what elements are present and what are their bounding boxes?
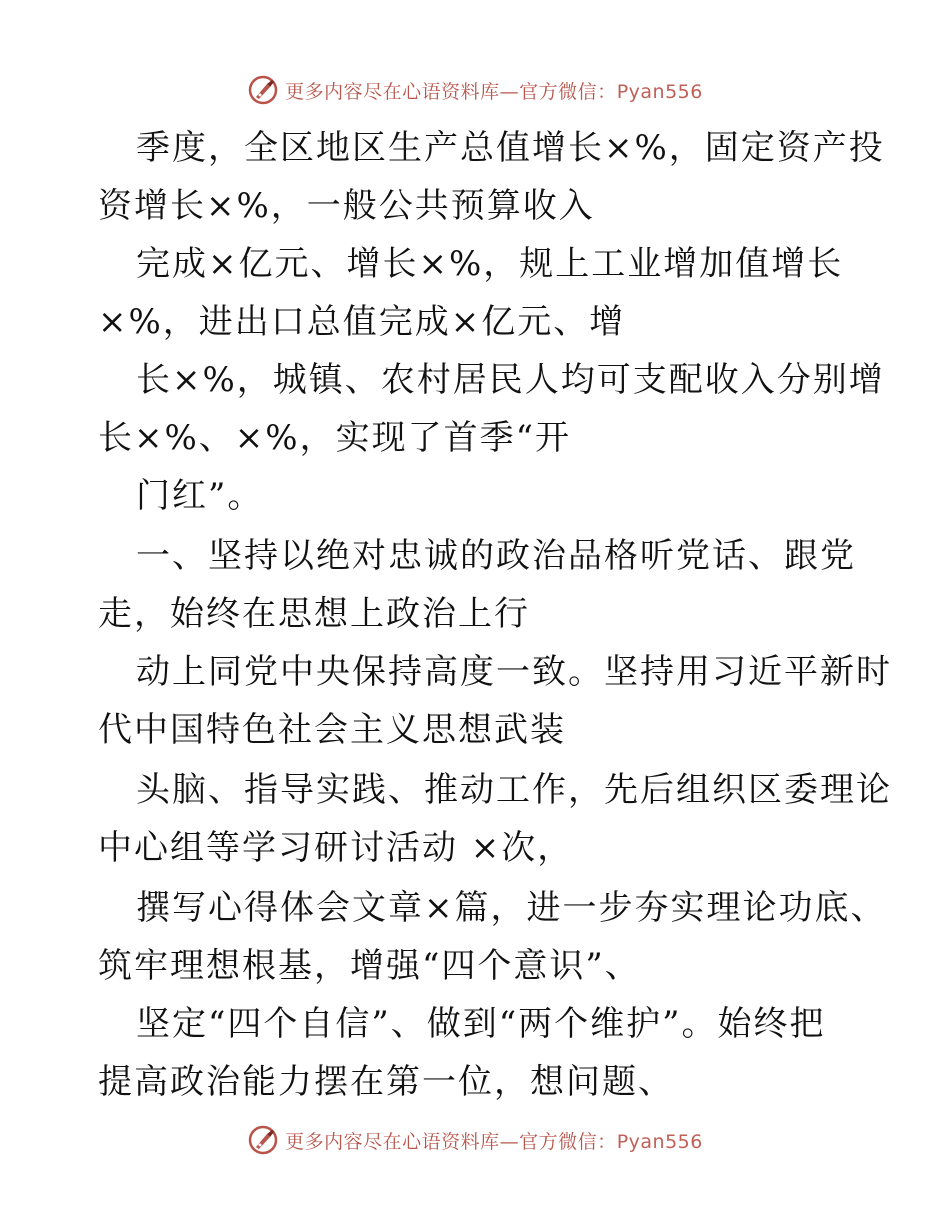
text-line: 长×%，城镇、农村居民人均可支配收入分别增 [136, 360, 885, 400]
text-line: 一、坚持以绝对忠诚的政治品格听党话、跟党 [136, 536, 856, 576]
wechat-id: Pyan556 [616, 1130, 703, 1153]
pen-nib-logo-icon [247, 74, 279, 106]
text-line: 完成×亿元、增长×%，规上工业增加值增长 [136, 244, 844, 284]
text-line: 中心组等学习研讨活动 ×次， [98, 828, 574, 868]
text-line: 走，始终在思想上政治上行 [98, 594, 530, 634]
text-line: 季度，全区地区生产总值增长×%，固定资产投 [136, 128, 885, 168]
watermark-text: 更多内容尽在心语资料库 [285, 1130, 500, 1153]
text-line: 撰写心得体会文章×篇，进一步夯实理论功底、 [136, 888, 887, 928]
header-watermark [0, 70, 950, 110]
watermark-dash: — [499, 1130, 520, 1153]
text-line: 筑牢理想根基，增强“四个意识”、 [98, 946, 641, 986]
text-line: 代中国特色社会主义思想武装 [98, 710, 566, 750]
text-line: 头脑、指导实践、推动工作，先后组织区委理论 [136, 770, 892, 810]
text-line: ×%，进出口总值完成×亿元、增 [98, 302, 626, 342]
text-line: 门红”。 [136, 476, 264, 516]
pen-nib-logo-icon [247, 1124, 279, 1156]
text-line: 坚定“四个自信”、做到“两个维护”。始终把 [136, 1004, 826, 1044]
text-line: 资增长×%，一般公共预算收入 [98, 186, 595, 226]
text-line: 动上同党中央保持高度一致。坚持用习近平新时 [136, 652, 892, 692]
wechat-label: 官方微信： [519, 80, 617, 103]
text-line: 提高政治能力摆在第一位，想问题、 [98, 1062, 674, 1102]
watermark-dash: — [499, 80, 520, 103]
wechat-label: 官方微信： [519, 1130, 617, 1153]
text-line: 长×%、×%，实现了首季“开 [98, 418, 571, 458]
wechat-id: Pyan556 [616, 80, 703, 103]
footer-watermark [0, 1120, 950, 1160]
watermark-text: 更多内容尽在心语资料库 [285, 80, 500, 103]
